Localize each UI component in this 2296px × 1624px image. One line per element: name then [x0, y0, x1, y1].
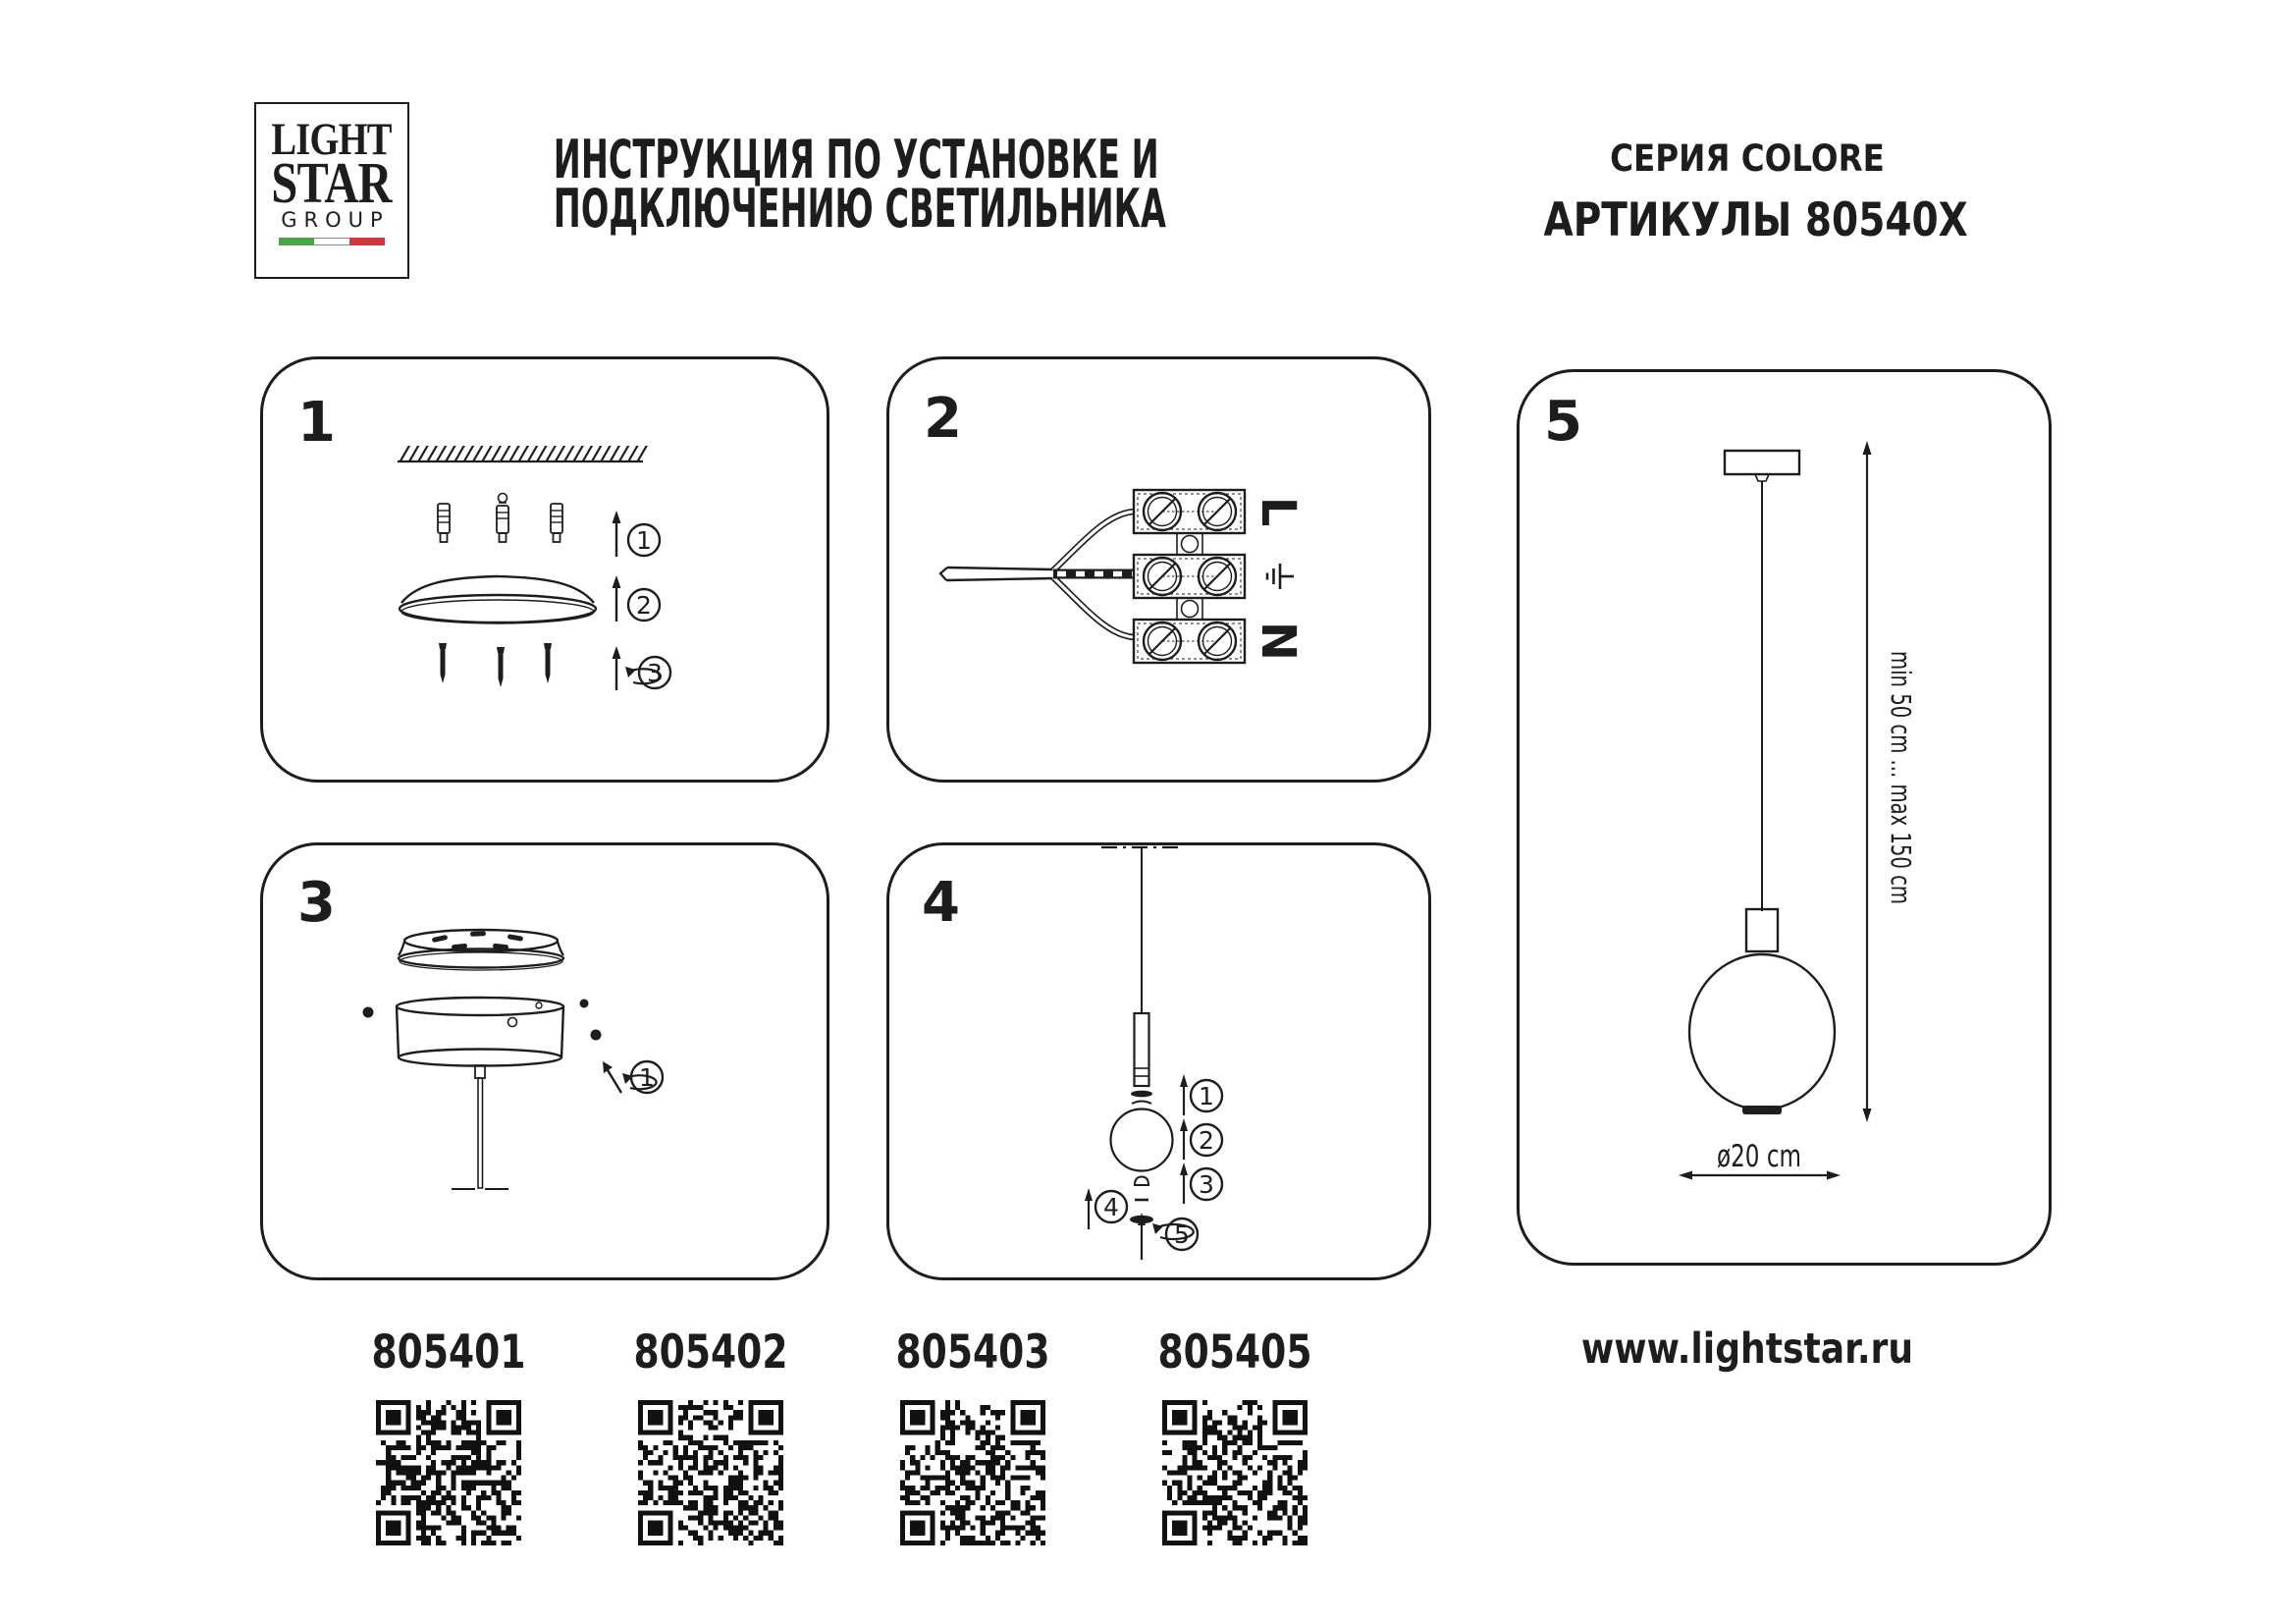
flag-green — [279, 238, 314, 245]
step-3-diagram — [260, 842, 829, 1280]
step-number: 5 — [1544, 390, 1582, 454]
step-number: 3 — [297, 871, 336, 935]
height-dimension-arrow — [1863, 441, 1872, 1122]
wall-plug-icon — [497, 494, 508, 543]
step-marker-3 — [639, 657, 670, 688]
suspension-rod — [452, 1065, 508, 1189]
terminal-label-live: L — [1251, 496, 1306, 527]
svg-text:3: 3 — [647, 659, 663, 687]
svg-text:1: 1 — [639, 1063, 655, 1092]
svg-text:4: 4 — [1103, 1193, 1119, 1221]
step-number: 2 — [924, 387, 962, 451]
step-marker-2 — [1191, 1124, 1222, 1156]
up-arrow-icon — [613, 511, 621, 557]
glass-sphere — [1111, 1110, 1173, 1171]
step-marker-3 — [1191, 1168, 1222, 1200]
screw-icon — [497, 647, 505, 687]
glass-shade — [1689, 954, 1835, 1110]
screw-icon — [544, 643, 552, 683]
wire-live — [1053, 512, 1134, 570]
flag-red — [349, 238, 385, 245]
ceiling-hatch — [398, 454, 649, 461]
qr-code — [638, 1400, 783, 1545]
screw-dot — [591, 1030, 602, 1041]
step-5-dimensions-diagram — [1517, 369, 2052, 1266]
ceiling-canopy — [400, 576, 596, 623]
step-marker-2 — [628, 589, 660, 621]
terminal-label-neutral: N — [1251, 621, 1306, 662]
up-arrow-icon — [1180, 1118, 1188, 1160]
mounting-plate — [399, 930, 563, 970]
step-marker-1 — [631, 1061, 663, 1093]
step-4-panel — [886, 842, 1431, 1280]
up-arrow-icon — [1085, 1188, 1093, 1229]
svg-text:2: 2 — [1199, 1126, 1214, 1155]
step-4-diagram — [886, 842, 1431, 1280]
step-1-panel — [260, 356, 829, 783]
suspension-assembly — [1111, 847, 1173, 1223]
height-range-label: min 50 cm ... max 150 cm — [1885, 651, 1917, 1013]
wire-neutral — [1053, 577, 1134, 637]
pendant-lamp — [1689, 451, 1835, 1114]
step-2-panel — [886, 356, 1431, 783]
qr-code — [376, 1400, 521, 1545]
step-5-panel — [1517, 369, 2052, 1266]
step-2-wiring-diagram — [886, 356, 1431, 783]
screw-dot — [363, 1007, 374, 1018]
screw-dot — [580, 1000, 589, 1008]
screw-icon — [439, 643, 447, 683]
wall-plug-icon — [551, 504, 562, 542]
step-number: 1 — [297, 391, 336, 455]
article-code: 805401 — [371, 1326, 526, 1380]
logo-word-light: LIGHT — [271, 114, 393, 165]
mains-cable — [940, 568, 1053, 580]
step-marker-1 — [1191, 1080, 1222, 1111]
svg-text:2: 2 — [636, 591, 652, 620]
terminal-block — [1134, 490, 1245, 663]
title-line-2: ПОДКЛЮЧЕНИЮ СВЕТИЛЬНИКА — [553, 178, 1166, 241]
up-arrow-icon — [1180, 1074, 1188, 1115]
socket — [1746, 909, 1778, 951]
page-title — [553, 129, 1166, 241]
qr-code — [1162, 1400, 1308, 1545]
series-title: СЕРИЯ COLORE — [1610, 137, 1885, 180]
bottom-disc — [1742, 1106, 1782, 1114]
italian-flag-icon — [279, 238, 385, 245]
title-line-1: ИНСТРУКЦИЯ ПО УСТАНОВКЕ И — [553, 129, 1159, 190]
step-number: 4 — [922, 871, 960, 935]
step-3-panel — [260, 842, 829, 1280]
svg-text:5: 5 — [1174, 1220, 1190, 1249]
canopy-drum — [397, 998, 563, 1066]
svg-text:3: 3 — [1199, 1170, 1214, 1199]
step-marker-4 — [1095, 1191, 1127, 1222]
article-code: 805403 — [895, 1326, 1050, 1380]
svg-text:1: 1 — [636, 526, 652, 555]
articles-title: АРТИКУЛЫ 80540X — [1543, 193, 1968, 247]
flag-white — [314, 238, 349, 245]
logo-word-star: STAR — [271, 149, 393, 215]
svg-text:1: 1 — [1199, 1082, 1214, 1110]
logo-word-group: GROUP — [281, 207, 390, 232]
step-1-diagram — [260, 356, 829, 783]
lightstar-logo — [254, 102, 409, 279]
article-code: 805402 — [633, 1326, 788, 1380]
step-marker-1 — [628, 524, 660, 556]
qr-code — [900, 1400, 1045, 1545]
wall-plug-icon — [438, 504, 450, 542]
article-code: 805405 — [1157, 1326, 1312, 1380]
website-url: www.lightstar.ru — [1580, 1325, 1914, 1374]
earth-icon — [1267, 564, 1294, 589]
up-arrow-icon — [613, 575, 621, 622]
up-arrow-icon — [1180, 1163, 1188, 1204]
diameter-label: ø20 cm — [1717, 1139, 1801, 1174]
